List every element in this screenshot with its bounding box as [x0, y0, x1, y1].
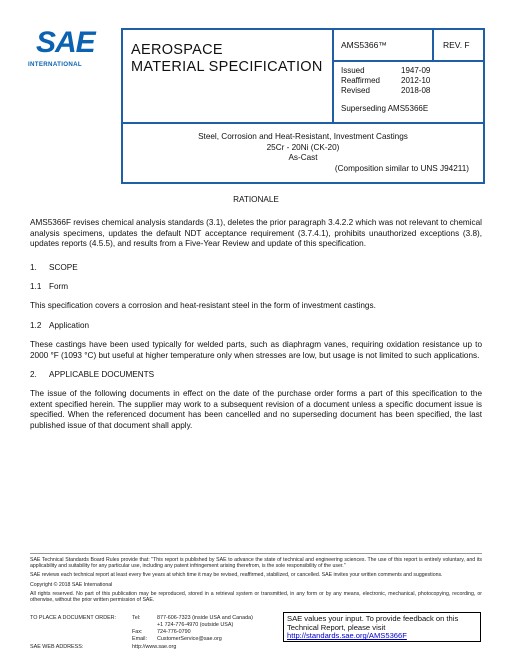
- web-label: SAE WEB ADDRESS:: [30, 644, 84, 650]
- logo-brand: SAE: [36, 26, 95, 59]
- copyright-notice: Copyright © 2018 SAE International: [30, 581, 113, 588]
- revision-label: REV. F: [443, 40, 470, 50]
- divider: [332, 30, 334, 123]
- section-heading: [30, 370, 482, 380]
- material-line: 25Cr - 20Ni (CK-20): [266, 142, 340, 152]
- composition-note: (Composition similar to UNS J94211): [334, 163, 469, 173]
- revised-date: 2018-08: [401, 86, 431, 95]
- section-paragraph: These castings have been used typically for welded parts, such as diaphragm vanes, requiring oxidation resistance up to 2000 °F (1093 °C) but useful at higher temperature only when stresses are low, but usage is not limited to such applications.: [30, 340, 482, 360]
- section-title: Application: [49, 320, 90, 330]
- review-notice: SAE reviews each technical report at least every five years at which time it may be revised, reaffirmed, stabilized, or cancelled. SAE invites your written comments and suggestions.: [30, 572, 443, 579]
- material-line: As-Cast: [288, 153, 318, 162]
- section-number: 1.2: [30, 320, 42, 330]
- tel-value: 877-606-7323 (inside USA and Canada): [157, 615, 253, 621]
- issued-label: Issued: [341, 66, 365, 75]
- superseding-note: Superseding AMS5366E: [341, 104, 429, 113]
- material-description: [123, 132, 483, 174]
- logo-subtitle: INTERNATIONAL: [28, 61, 82, 68]
- feedback-text: SAE values your input. To provide feedback on this Technical Report, please visit: [287, 614, 459, 632]
- section-number: 2.: [30, 370, 37, 380]
- section-title: SCOPE: [49, 262, 78, 272]
- fax-label: Fax:: [132, 629, 143, 635]
- rationale-paragraph: AMS5366F revises chemical analysis standards (3.1), deletes the prior paragraph 3.4.2.2 which was not relevant to chemical analysis specimens, updates the default NDT acceptance requirement (3.7.4.1), prohibits unauthorized exceptions (3.8), updates reports (4.5.5), and results from a Five-Year Review and update of this specification.: [30, 218, 482, 249]
- web-link[interactable]: http://www.sae.org: [132, 644, 177, 650]
- document-number: AMS5366™: [341, 40, 387, 50]
- section-number: 1.1: [30, 282, 42, 292]
- section-number: 1.: [30, 262, 37, 272]
- web-address: [30, 644, 287, 650]
- revised-label: Revised: [341, 86, 370, 95]
- order-contact: [30, 615, 287, 643]
- title-line: AEROSPACE: [131, 42, 223, 58]
- divider: [123, 122, 483, 124]
- title-line: MATERIAL SPECIFICATION: [131, 59, 323, 75]
- footer-divider: [30, 553, 482, 554]
- feedback-link[interactable]: http://standards.sae.org/AMS5366F: [287, 631, 407, 641]
- feedback-box: [283, 612, 481, 642]
- reaffirmed-date: 2012-10: [401, 76, 431, 85]
- document-header: [121, 28, 485, 184]
- date-history: [341, 66, 430, 96]
- section-heading: [30, 321, 482, 331]
- section-title: Form: [49, 282, 69, 292]
- rationale-heading: RATIONALE: [233, 195, 279, 204]
- divider: [332, 60, 485, 62]
- section-heading: [30, 263, 482, 273]
- email-label: Email:: [132, 636, 147, 642]
- rights-notice: All rights reserved. No part of this publication may be reproduced, stored in a retrieval system or transmitted, in any form or by any means, electronic, mechanical, photocopying, recording, or otherwise, without the prior written permission of SAE.: [30, 590, 482, 604]
- email-value[interactable]: CustomerService@sae.org: [157, 636, 222, 642]
- fax-value: 724-776-0790: [157, 629, 191, 635]
- tel2-value: +1 724-776-4970 (outside USA): [157, 622, 234, 628]
- section-paragraph: The issue of the following documents in effect on the date of the purchase order forms a part of this specification to the extent specified herein. The supplier may work to a subsequent revision of a document unless a specific document issue is specified. When the referenced document has been cancelled and no superseding document has been specified, the last published issue of that document shall apply.: [30, 389, 482, 430]
- board-rules-notice: SAE Technical Standards Board Rules provide that: "This report is published by SAE to advance the state of technical and engineering sciences. The use of this report is entirely voluntary, and its applicability and suitability for any particular use, including any patent infringement arising therefrom, is the sole responsibility of the user.": [30, 557, 482, 570]
- document-type-title: [131, 42, 323, 76]
- document-body: [30, 195, 482, 431]
- divider: [432, 30, 434, 61]
- reaffirmed-label: Reaffirmed: [341, 76, 380, 85]
- section-heading: [30, 282, 482, 292]
- order-label: TO PLACE A DOCUMENT ORDER:: [30, 615, 117, 621]
- material-line: Steel, Corrosion and Heat-Resistant, Investment Castings: [198, 132, 408, 141]
- tel-label: Tel:: [132, 615, 141, 621]
- section-title: APPLICABLE DOCUMENTS: [49, 370, 155, 380]
- issued-date: 1947-09: [401, 66, 431, 75]
- section-paragraph: This specification covers a corrosion and heat-resistant steel in the form of investment castings.: [30, 301, 376, 311]
- sae-logo: [28, 26, 106, 76]
- footer-notices: [30, 557, 482, 606]
